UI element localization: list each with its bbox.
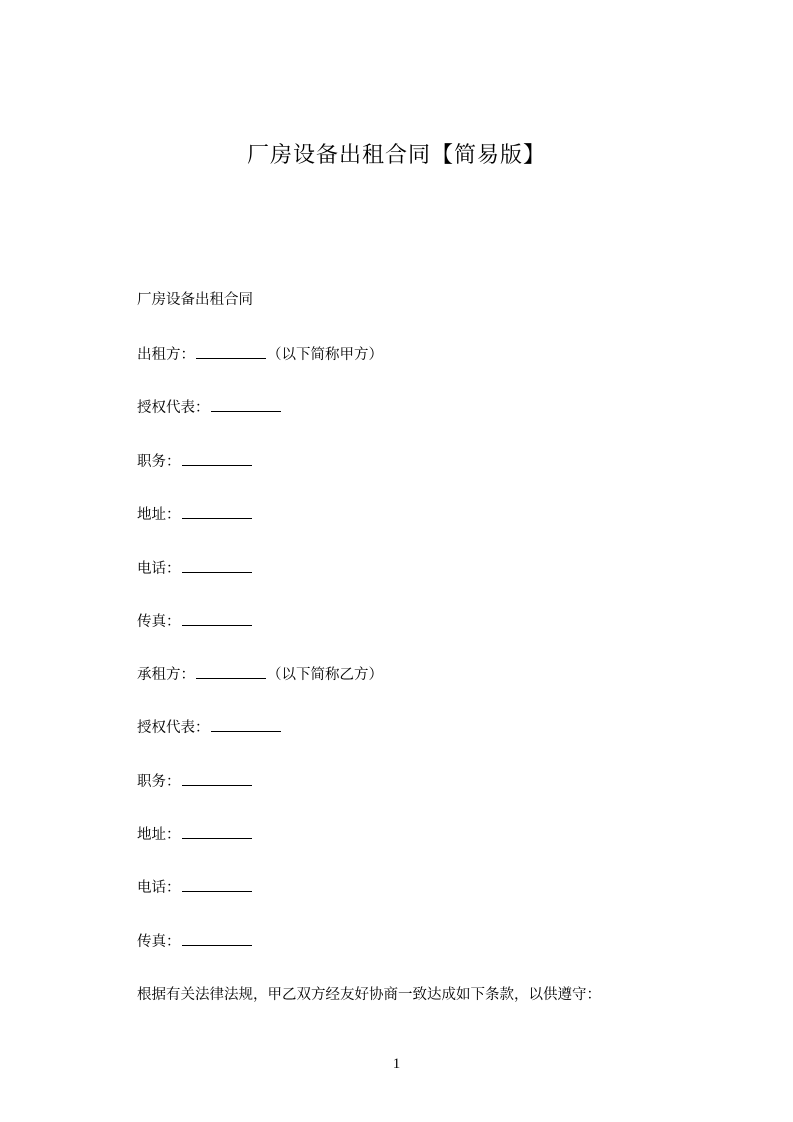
lessor-phone-line bbox=[137, 558, 253, 579]
document-title: 厂房设备出租合同【简易版】 bbox=[246, 143, 546, 168]
page-number: 1 bbox=[392, 1056, 401, 1072]
lessee-address-blank bbox=[182, 824, 252, 839]
lessee-fax-label: 传真： bbox=[137, 934, 181, 950]
lessee-fax-blank bbox=[182, 931, 252, 946]
lessor-address-label: 地址： bbox=[137, 507, 181, 523]
lessor-phone-blank bbox=[182, 558, 252, 573]
lessee-blank bbox=[196, 664, 266, 679]
lessee-position-blank bbox=[182, 771, 252, 786]
lessee-suffix: （以下简称乙方） bbox=[267, 667, 383, 683]
lessor-position-line bbox=[137, 451, 253, 472]
lessee-label: 承租方： bbox=[137, 667, 195, 683]
lessor-line bbox=[137, 344, 383, 365]
intro-paragraph: 根据有关法律法规，甲乙双方经友好协商一致达成如下条款，以供遵守： bbox=[137, 987, 601, 1003]
lessor-rep-line bbox=[137, 397, 282, 418]
lessee-phone-line bbox=[137, 877, 253, 898]
lessee-line bbox=[137, 664, 383, 685]
lessor-phone-label: 电话： bbox=[137, 561, 181, 577]
lessee-phone-blank bbox=[182, 877, 252, 892]
lessee-position-line bbox=[137, 771, 253, 792]
lessor-position-label: 职务： bbox=[137, 454, 181, 470]
lessee-position-label: 职务： bbox=[137, 774, 181, 790]
lessor-blank bbox=[196, 344, 266, 359]
lessee-fax-line bbox=[137, 931, 253, 952]
lessor-address-blank bbox=[182, 504, 252, 519]
lessee-phone-label: 电话： bbox=[137, 880, 181, 896]
lessee-address-line bbox=[137, 824, 253, 845]
lessor-rep-blank bbox=[211, 397, 281, 412]
lessor-fax-label: 传真： bbox=[137, 614, 181, 630]
lessor-fax-line bbox=[137, 611, 253, 632]
lessor-rep-label: 授权代表： bbox=[137, 400, 210, 416]
lessee-rep-label: 授权代表： bbox=[137, 720, 210, 736]
lessee-rep-blank bbox=[211, 717, 281, 732]
lessor-position-blank bbox=[182, 451, 252, 466]
lessor-address-line bbox=[137, 504, 253, 525]
contract-heading: 厂房设备出租合同 bbox=[137, 292, 253, 308]
lessor-fax-blank bbox=[182, 611, 252, 626]
lessee-address-label: 地址： bbox=[137, 827, 181, 843]
lessor-label: 出租方： bbox=[137, 347, 195, 363]
lessee-rep-line bbox=[137, 717, 282, 738]
lessor-suffix: （以下简称甲方） bbox=[267, 347, 383, 363]
